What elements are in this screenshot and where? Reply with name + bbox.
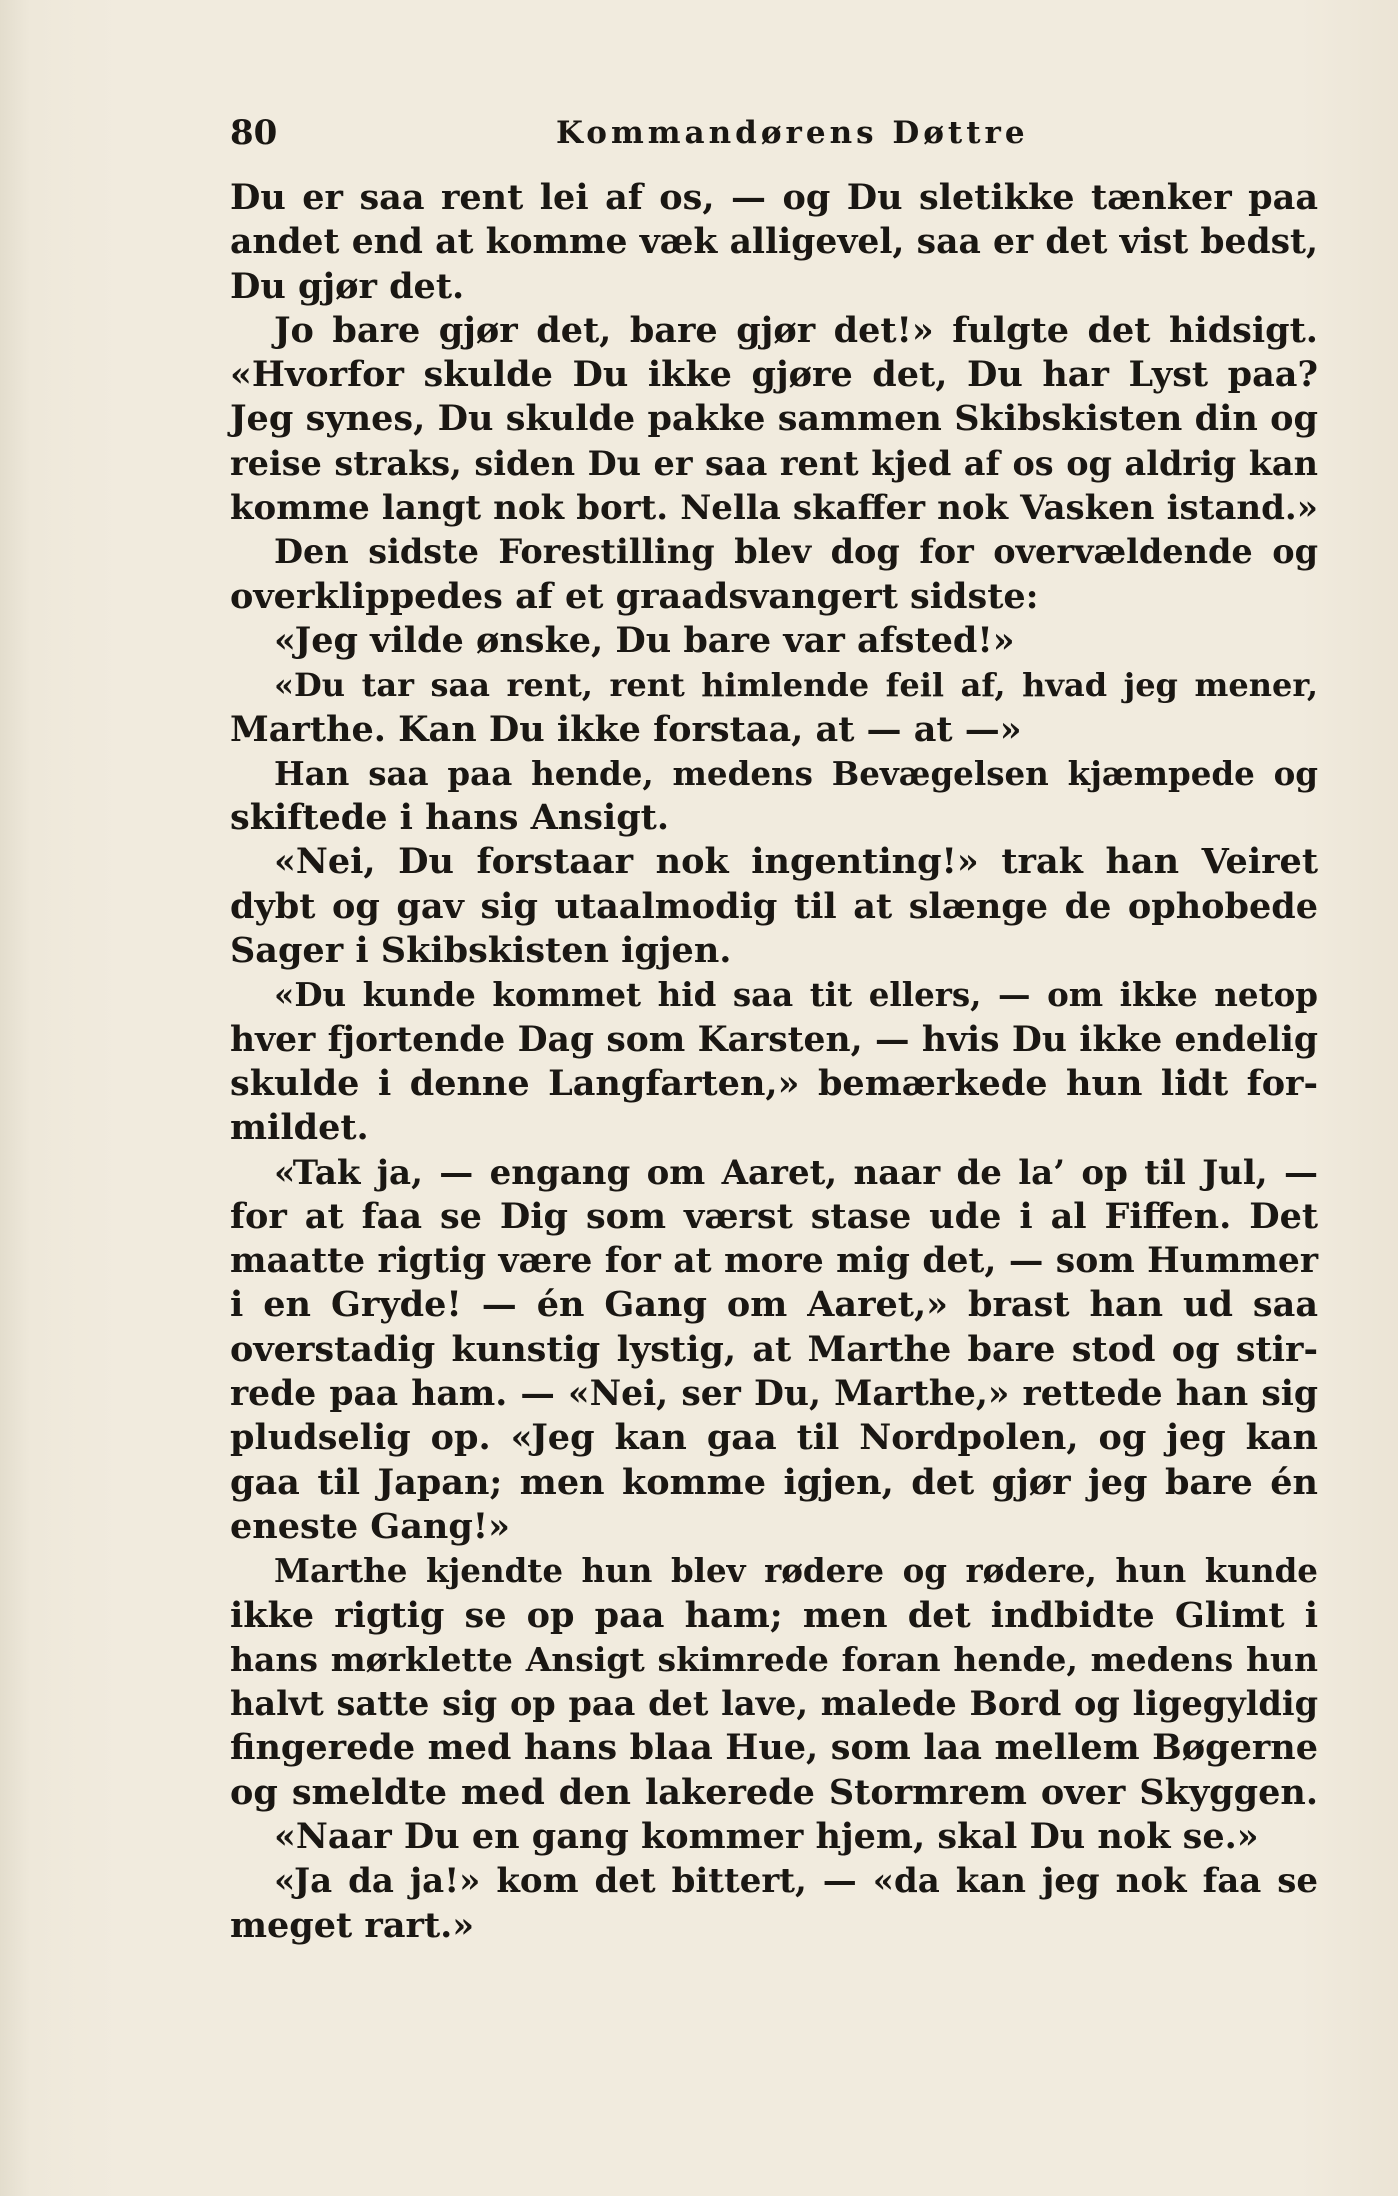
text-line: for at faa se Dig som værst stase ude i al Fiffen. Det	[230, 1195, 1318, 1237]
text-line: Han saa paa hende, medens Bevægelsen kjæmpede og	[274, 753, 1318, 793]
body-text	[230, 176, 1318, 1948]
text-line: ikke rigtig se op paa ham; men det indbidte Glimt i	[230, 1594, 1318, 1636]
text-line: reise straks, siden Du er saa rent kjed af os og aldrig kan	[230, 443, 1318, 483]
text-line: maatte rigtig være for at more mig det, — som Hummer	[230, 1241, 1318, 1282]
text-line: «Du kunde kommet hid saa tit ellers, — om ikke netop	[274, 975, 1318, 1015]
text-line: «Du tar saa rent, rent himlende feil af, hvad jeg mener,	[274, 666, 1318, 705]
text-line: Sager i Skibskisten igjen.	[230, 930, 732, 972]
text-line: i en Gryde! — én Gang om Aaret,» brast han ud saa	[230, 1284, 1318, 1326]
text-line: «Hvorfor skulde Du ikke gjøre det, Du har Lyst paa?	[230, 354, 1318, 396]
text-line: halvt satte sig op paa det lave, malede Bord og ligegyldig	[230, 1684, 1318, 1724]
text-line: overklippedes af et graadsvangert sidste:	[230, 575, 1039, 617]
text-line: «Jeg vilde ønske, Du bare var afsted!»	[274, 619, 1015, 661]
text-line: hans mørklette Ansigt skimrede foran hende, medens hun	[230, 1639, 1318, 1679]
text-line: «Tak ja, — engang om Aaret, naar de la’ op til Jul, —	[274, 1152, 1318, 1193]
text-line: hver fjortende Dag som Karsten, — hvis Du ikke endelig	[230, 1019, 1318, 1060]
text-line: Du gjør det.	[230, 265, 465, 307]
text-line: gaa til Japan; men komme igjen, det gjør jeg bare én	[230, 1461, 1318, 1503]
running-title: Kommandørens Døttre	[556, 115, 1029, 151]
text-line: Marthe. Kan Du ikke forstaa, at — at —»	[230, 708, 1022, 750]
text-line: meget rart.»	[230, 1904, 475, 1946]
text-line: og smeldte med den lakerede Stormrem over Skyggen.	[230, 1771, 1318, 1813]
text-line: rede paa ham. — «Nei, ser Du, Marthe,» rettede han sig	[230, 1374, 1318, 1415]
text-line: «Ja da ja!» kom det bittert, — «da kan jeg nok faa se	[274, 1861, 1318, 1902]
text-line: dybt og gav sig utaalmodig til at slænge de ophobede	[230, 885, 1318, 927]
text-line: mildet.	[230, 1107, 369, 1149]
text-line: pludselig op. «Jeg kan gaa til Nordpolen, og jeg kan	[230, 1417, 1318, 1459]
text-line: Marthe kjendte hun blev rødere og rødere, hun kunde	[274, 1551, 1318, 1591]
page-header	[230, 108, 1318, 158]
text-line: andet end at komme væk alligevel, saa er det vist bedst,	[230, 222, 1318, 263]
text-line: «Nei, Du forstaar nok ingenting!» trak han Veiret	[274, 841, 1318, 883]
text-line: eneste Gang!»	[230, 1505, 511, 1547]
text-line: Jeg synes, Du skulde pakke sammen Skibskisten din og	[230, 398, 1318, 440]
text-line: Jo bare gjør det, bare gjør det!» fulgte det hidsigt.	[274, 309, 1318, 351]
text-line: fingerede med hans blaa Hue, som laa mellem Bøgerne	[230, 1727, 1318, 1769]
text-line: komme langt nok bort. Nella skaffer nok Vasken istand.»	[230, 488, 1318, 529]
text-line: overstadig kunstig lystig, at Marthe bare stod og stir-	[230, 1328, 1318, 1370]
text-line: «Naar Du en gang kommer hjem, skal Du nok se.»	[274, 1815, 1259, 1857]
text-line: Den sidste Forestilling blev dog for overvældende og	[274, 532, 1318, 572]
text-line: Du er saa rent lei af os, — og Du sletikke tænker paa	[230, 177, 1318, 218]
text-line: skulde i denne Langfarten,» bemærkede hun lidt for-	[230, 1062, 1318, 1104]
page-number: 80	[230, 113, 278, 153]
text-line: skiftede i hans Ansigt.	[230, 797, 670, 839]
